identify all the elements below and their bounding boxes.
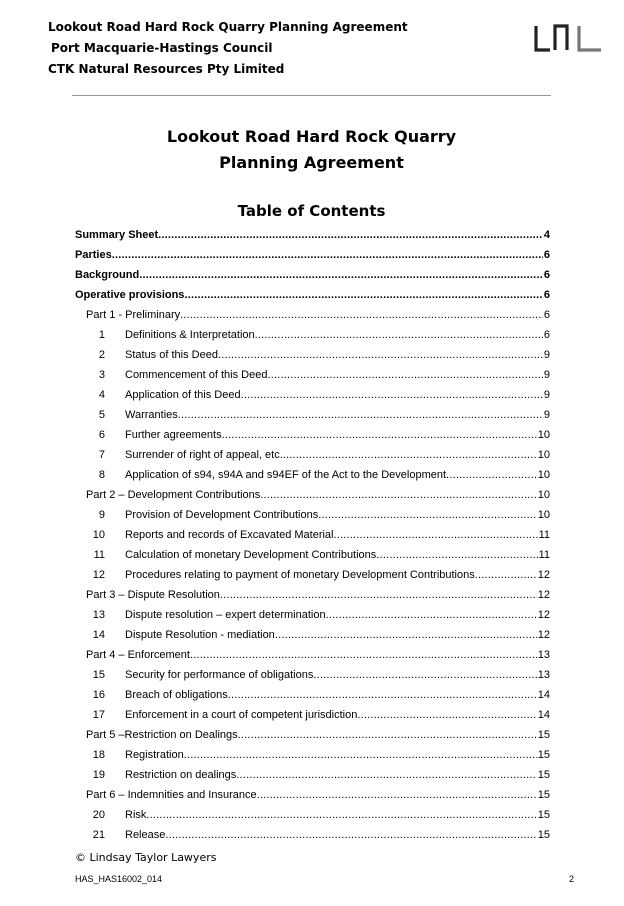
toc-dot-leader [357,708,536,722]
toc-entry[interactable] [75,722,550,742]
toc-entry-page: 15 [537,809,550,821]
toc-dot-leader [112,248,543,262]
toc-entry[interactable] [75,402,550,422]
toc-dot-leader [218,348,543,362]
toc-entry[interactable] [75,682,550,702]
toc-entry-page: 14 [537,709,550,721]
footer-page-number: 2 [568,874,574,884]
toc-entry-title: Enforcement in a court of competent jurisdiction [125,709,358,721]
toc-dot-leader [260,488,536,502]
toc-entry-title: Operative provisions [75,289,185,301]
toc-entry-page: 10 [537,489,550,501]
toc-entry-number: 15 [92,669,105,681]
toc-dot-leader [236,768,536,782]
toc-entry[interactable] [75,362,550,382]
toc-entry-title: Status of this Deed [125,349,218,361]
toc-entry[interactable] [75,642,550,662]
toc-entry-page: 11 [538,529,550,541]
toc-entry-page: 12 [537,629,550,641]
toc-entry-title: Calculation of monetary Development Contributions [125,549,377,561]
toc-dot-leader [257,788,537,802]
toc-entry-title: Breach of obligations [125,689,228,701]
toc-entry-number: 3 [98,369,105,381]
toc-entry-title: Parties [75,249,112,261]
toc-entry-page: 15 [537,729,550,741]
toc-dot-leader [158,228,543,242]
toc-entry-page: 9 [543,389,550,401]
toc-entry[interactable] [75,602,550,622]
toc-entry-title: Dispute Resolution - mediation [125,629,275,641]
toc-dot-leader [184,288,542,302]
toc-entry-page: 15 [537,769,550,781]
toc-dot-leader [275,628,537,642]
toc-entry-title: Security for performance of obligations [125,669,314,681]
toc-dot-leader [241,388,543,402]
toc-dot-leader [146,808,536,822]
toc-dot-leader [313,668,536,682]
toc-entry-number: 7 [98,449,105,461]
toc-entry-page: 9 [543,349,550,361]
toc-dot-leader [334,528,538,542]
toc-entry-title: Background [75,269,140,281]
toc-entry[interactable] [75,502,550,522]
toc-entry[interactable] [75,742,550,762]
toc-entry-title: Part 1 - Preliminary [86,309,181,321]
document-header [48,17,408,80]
toc-entry-number: 9 [98,509,105,521]
toc-entry-number: 20 [92,809,105,821]
toc-entry-title: Part 3 – Dispute Resolution [86,589,220,601]
toc-entry-page: 11 [538,549,550,561]
toc-entry[interactable] [75,242,550,262]
toc-entry-title: Provision of Development Contributions [125,509,319,521]
toc-entry-page: 9 [543,409,550,421]
toc-entry-number: 14 [92,629,105,641]
toc-entry-title: Warranties [125,409,178,421]
toc-entry[interactable] [75,422,550,442]
toc-entry-number: 16 [92,689,105,701]
table-of-contents [75,222,550,842]
toc-entry[interactable] [75,822,550,842]
toc-dot-leader [376,548,537,562]
toc-entry-number: 13 [92,609,105,621]
toc-entry-number: 19 [92,769,105,781]
toc-entry[interactable] [75,622,550,642]
toc-entry-title: Commencement of this Deed [125,369,268,381]
toc-entry-title: Part 5 –Restriction on Dealings [86,729,238,741]
toc-entry-title: Release [125,829,166,841]
toc-entry[interactable] [75,282,550,302]
toc-dot-leader [267,368,542,382]
toc-entry-number: 18 [92,749,105,761]
toc-entry-page: 12 [537,569,550,581]
toc-entry-title: Summary Sheet [75,229,159,241]
toc-entry-page: 6 [543,329,550,341]
toc-entry-title: Further agreements [125,429,222,441]
toc-entry-number: 1 [98,329,105,341]
header-council-name: Port Macquarie-Hastings Council [51,41,273,55]
toc-entry[interactable] [75,262,550,282]
toc-entry-page: 6 [543,249,550,261]
footer-copyright: © Lindsay Taylor Lawyers [75,851,217,864]
toc-dot-leader [190,648,537,662]
toc-entry-title: Application of this Deed [125,389,241,401]
toc-dot-leader [165,828,536,842]
toc-entry[interactable] [75,702,550,722]
toc-entry-page: 12 [537,589,550,601]
toc-dot-leader [283,448,537,462]
toc-dot-leader [220,588,537,602]
toc-entry-page: 10 [537,509,550,521]
toc-entry-title: Restriction on dealings [125,769,237,781]
toc-dot-leader [318,508,537,522]
toc-entry[interactable] [75,782,550,802]
toc-entry-number: 11 [93,549,105,561]
toc-entry[interactable] [75,442,550,462]
toc-entry-page: 10 [537,449,550,461]
toc-entry-page: 12 [537,609,550,621]
header-divider [72,95,551,96]
toc-entry[interactable] [75,582,550,602]
toc-entry-page: 13 [537,649,550,661]
toc-heading: Table of Contents [237,202,386,220]
toc-entry-page: 10 [537,469,550,481]
toc-entry-page: 6 [543,289,550,301]
toc-entry-number: 12 [92,569,105,581]
toc-entry-title: Reports and records of Excavated Material [125,529,334,541]
toc-entry-title: Application of s94, s94A and s94EF of the Act to the Development [125,469,447,481]
toc-dot-leader [139,268,543,282]
toc-entry-page: 15 [537,789,550,801]
lindsay-taylor-lawyers-logo-icon [533,24,603,52]
toc-dot-leader [446,468,537,482]
toc-entry[interactable] [75,382,550,402]
toc-entry-number: 4 [98,389,105,401]
toc-entry[interactable] [75,562,550,582]
header-company-name: CTK Natural Resources Pty Limited [48,62,285,76]
toc-dot-leader [178,408,543,422]
toc-dot-leader [180,308,543,322]
toc-entry[interactable] [75,662,550,682]
toc-dot-leader [184,748,537,762]
toc-entry-title: Procedures relating to payment of monetary Development Contributions [125,569,475,581]
toc-entry-page: 15 [537,749,550,761]
toc-entry[interactable] [75,522,550,542]
toc-entry[interactable] [75,762,550,782]
toc-entry-number: 2 [98,349,105,361]
toc-entry-page: 6 [543,309,550,321]
toc-entry-page: 15 [537,829,550,841]
document-title-line-1: Lookout Road Hard Rock Quarry [166,127,457,146]
toc-dot-leader [475,568,537,582]
toc-entry-number: 6 [98,429,105,441]
toc-entry-number: 21 [92,829,105,841]
document-title-line-2: Planning Agreement [219,153,404,172]
toc-entry-number: 10 [92,529,105,541]
document-title [72,124,551,176]
toc-entry-number: 5 [98,409,105,421]
toc-entry-title: Surrender of right of appeal, etc. [125,449,283,461]
footer-document-reference: HAS_HAS16002_014 [75,874,163,884]
toc-entry-title: Part 4 – Enforcement [86,649,190,661]
toc-entry-page: 10 [537,429,550,441]
toc-dot-leader [238,728,537,742]
toc-entry[interactable] [75,302,550,322]
toc-entry-page: 14 [537,689,550,701]
toc-entry[interactable] [75,342,550,362]
toc-entry-page: 4 [543,229,550,241]
toc-dot-leader [255,328,543,342]
toc-dot-leader [222,428,537,442]
toc-entry-number: 17 [92,709,105,721]
toc-entry[interactable] [75,222,550,242]
toc-entry[interactable] [75,322,550,342]
toc-entry-title: Risk [125,809,147,821]
toc-entry-page: 6 [543,269,550,281]
toc-entry-page: 9 [543,369,550,381]
toc-entry[interactable] [75,802,550,822]
toc-entry-title: Registration [125,749,184,761]
toc-entry-title: Definitions & Interpretation [125,329,255,341]
toc-entry[interactable] [75,542,550,562]
toc-dot-leader [326,608,537,622]
toc-entry-title: Part 6 – Indemnities and Insurance [86,789,257,801]
header-agreement-title: Lookout Road Hard Rock Quarry Planning Agreement [48,20,408,34]
toc-entry-title: Part 2 – Development Contributions [86,489,261,501]
toc-entry[interactable] [75,462,550,482]
toc-entry-page: 13 [537,669,550,681]
toc-entry-number: 8 [98,469,105,481]
toc-entry-title: Dispute resolution – expert determination [125,609,326,621]
toc-entry[interactable] [75,482,550,502]
toc-dot-leader [228,688,537,702]
